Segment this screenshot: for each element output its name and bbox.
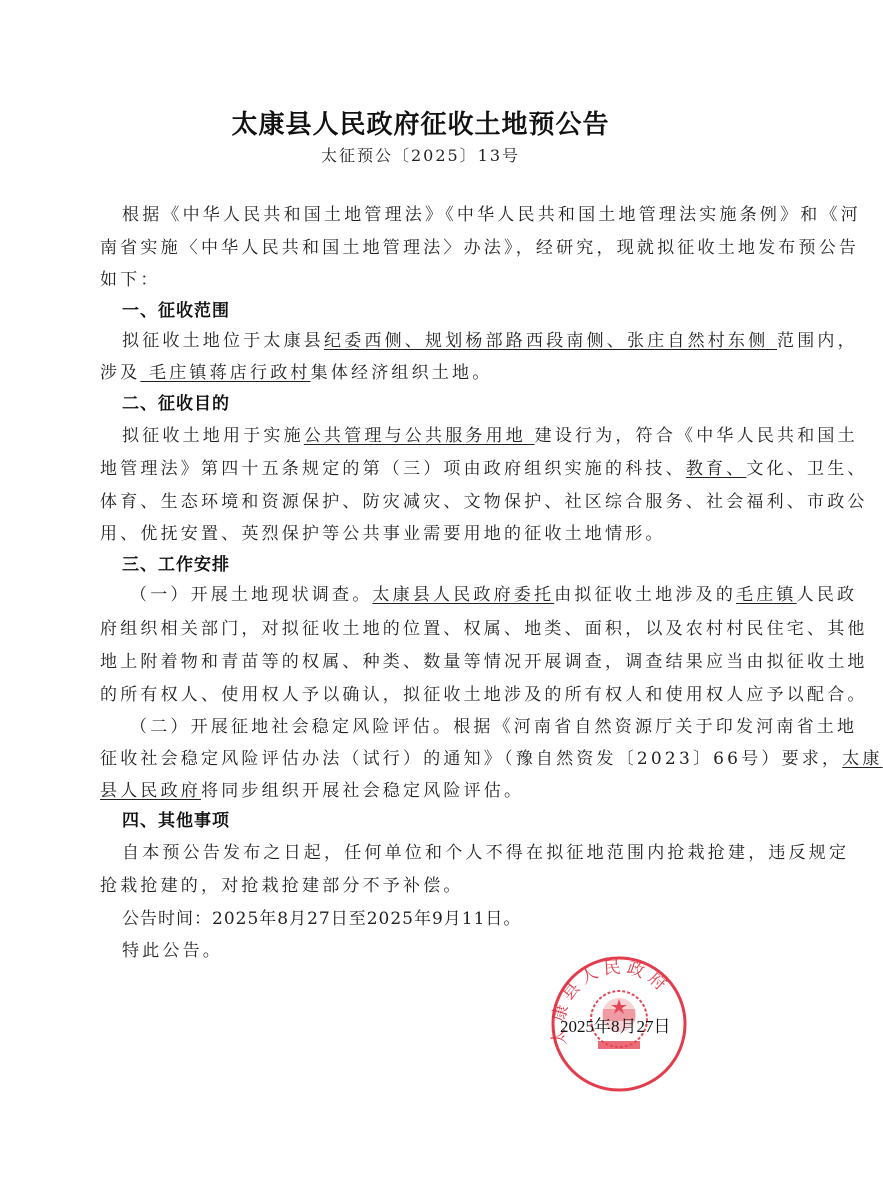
body-line [100,454,868,479]
text-run: 文化、卫生、 [746,459,868,479]
underlined-village: 毛庄镇蒋店行政村 [140,363,311,383]
body-line: 的所有权人、使用权人予以确认，拟征收土地涉及的所有权人和使用权人应予以配合。 [100,685,868,705]
underlined-entrusting-party: 太康县人民政府委托 [372,585,555,605]
body-line [130,580,857,605]
body-line: 体育、生态环境和资源保护、防灾减灾、文物保护、社区综合服务、社会福利、市政公 [100,492,868,512]
text-run: 建设行为，符合《中华人民共和国土 [534,426,858,446]
signature-date: 2025年8月27日 [560,1017,671,1036]
section-heading: 一、征收范围 [122,301,230,321]
text-run: 由拟征收土地涉及的 [554,585,737,605]
text-run: 人民政 [796,585,858,605]
seal-text: 太康县人民政府 [548,957,674,1047]
text-run: （一）开展土地现状调查。 [130,585,373,605]
body-line [100,776,524,801]
body-line [122,326,858,351]
underlined-town: 毛庄镇 [736,585,797,605]
text-run: 征收社会稳定风险评估办法（试行）的通知》（豫自然资发〔2023〕66号）要求， [100,749,843,769]
text-run: 范围内， [777,331,858,351]
underlined-education: 教育、 [685,459,747,479]
intro-line: 根据《中华人民共和国土地管理法》《中华人民共和国土地管理法实施条例》和《河 [122,205,861,225]
body-line [100,744,883,769]
body-line: 自本预公告发布之日起，任何单位和个人不得在拟征地范围内抢栽抢建，违反规定 [122,843,850,863]
section-heading: 二、征收目的 [122,394,230,414]
intro-line: 如下： [100,270,161,290]
body-line [100,358,492,383]
section-heading: 四、其他事项 [122,811,230,831]
text-run: 拟征收土地用于实施 [122,426,304,446]
document-number: 太征预公〔2025〕13号 [320,146,521,165]
text-run: 地管理法》第四十五条规定的第（三）项由政府组织实施的科技、 [100,459,686,479]
body-line: 抢栽抢建的，对抢栽抢建部分不予补偿。 [100,876,464,896]
body-line: 地上附着物和青苗等的权属、种类、数量等情况开展调查，调查结果应当由拟征收土地 [100,652,868,672]
underlined-government: 太康 [842,749,883,769]
body-line: 用、优抚安置、英烈保护等公共事业需要用地的征收土地情形。 [100,524,666,544]
underlined-land-use: 公共管理与公共服务用地 [303,426,535,446]
text-run: 涉及 [100,363,141,383]
section-heading: 三、工作安排 [122,555,230,575]
announcement-period: 公告时间：2025年8月27日至2025年9月11日。 [122,909,522,929]
intro-line: 南省实施〈中华人民共和国土地管理法〉办法》，经研究，现就拟征收土地发布预公告 [100,238,860,258]
document-title: 太康县人民政府征收土地预公告 [231,110,610,140]
body-line [122,421,858,446]
text-run: 拟征收土地位于太康县 [122,331,324,351]
underlined-location: 纪委西侧、规划杨部路西段南侧、张庄自然村东侧 [324,331,778,351]
text-run: 集体经济组织土地。 [310,363,493,383]
body-line: （二）开展征地社会稳定风险评估。根据《河南省自然资源厅关于印发河南省土地 [130,717,858,737]
underlined-government: 县人民政府 [100,781,201,801]
text-run: 将同步组织开展社会稳定风险评估。 [201,781,525,801]
body-line: 府组织相关部门，对拟征收土地的位置、权属、地类、面积，以及农村村民住宅、其他 [100,619,868,639]
closing-line: 特此公告。 [122,941,223,961]
